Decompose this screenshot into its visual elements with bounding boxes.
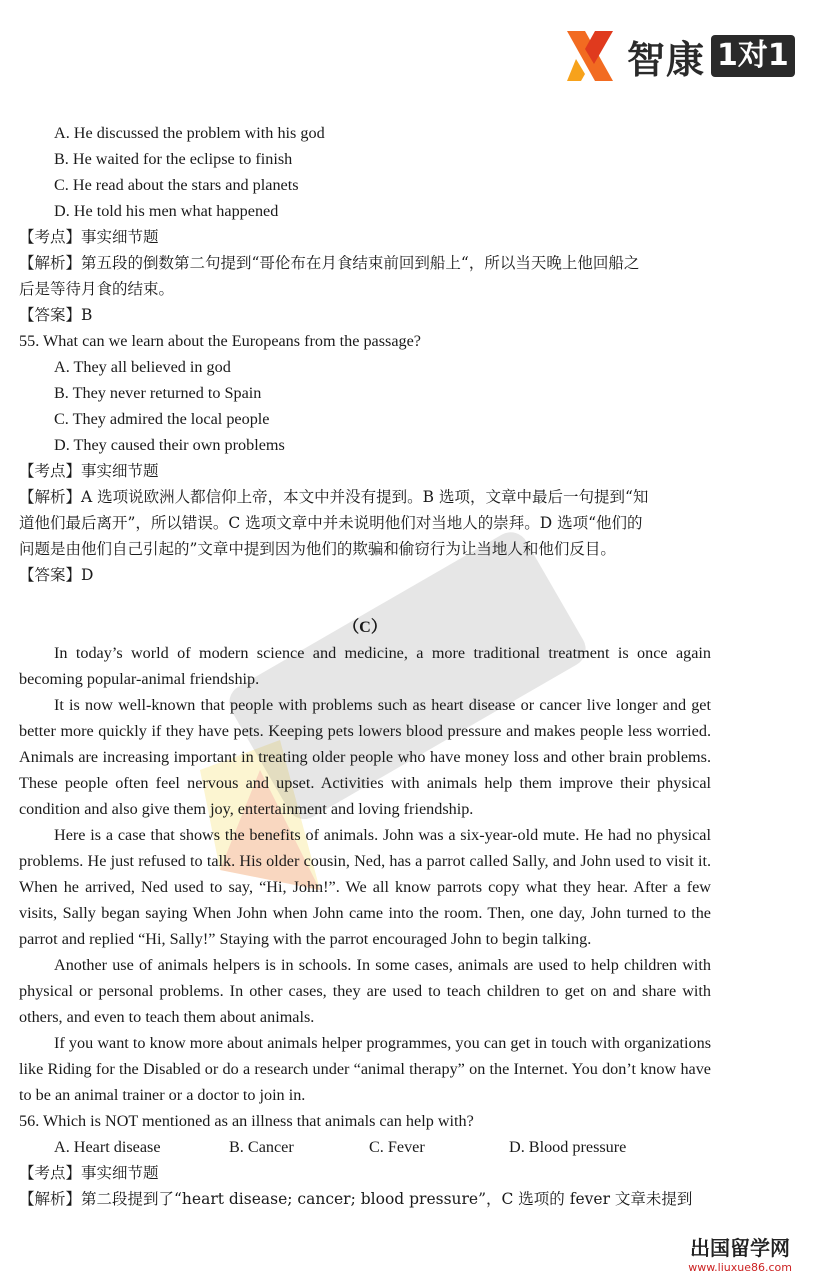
q56-jiexi-line1: 【解析】第二段提到了“heart disease; cancer; blood pressure”，C 选项的 fever 文章未提到 [19,1190,693,1208]
q55-jiexi-line1: 【解析】A 选项说欧洲人都信仰上帝，本文中并没有提到。B 选项，文章中最后一句提到“知 [19,488,649,506]
q54-jiexi-line1: 【解析】第五段的倒数第二句提到“哥伦布在月食结束前回到船上“，所以当天晚上他回船之 [19,254,640,272]
q55-jiexi-line3: 问题是由他们自己引起的”文章中提到因为他们的欺骗和偷窃行为让当地人和他们反目。 [19,540,616,558]
q56-stem: 56. Which is NOT mentioned as an illness that animals can help with? [19,1112,474,1130]
q56-option-d: D. Blood pressure [509,1138,627,1156]
passage-paragraph-2: It is now well-known that people with problems such as heart disease or cancer live longer and get better more quickly if they have pets. Keeping pets lowers blood pressure and makes people less worried. Animals are increasing important in treating older people who have money loss and other brain problems. These people often feel nervous and upset. Activities with animals help them improve their physical condition and also give them joy, entertainment and loving friendship. [19,696,711,818]
q55-kaodian: 【考点】事实细节题 [19,462,159,480]
footer-site-url: www.liuxue86.com [688,1261,792,1274]
q54-options [19,120,711,224]
footer-site-name: 出国留学网 [688,1232,792,1261]
q55-option-d: D. They caused their own problems [54,436,285,454]
q54-option-b: B. He waited for the eclipse to finish [54,150,293,168]
q54-jiexi-line2: 后是等待月食的结束。 [19,280,175,298]
q54-option-c: C. He read about the stars and planets [54,176,299,194]
q56-options [19,1134,711,1160]
q56-option-b: B. Cancer [229,1138,294,1156]
q55-stem: 55. What can we learn about the Europeans from the passage? [19,332,421,350]
q56-option-a: A. Heart disease [54,1138,161,1156]
q54-answer: 【答案】B [19,306,93,324]
brand-name: 智康 [627,37,706,82]
q54-kaodian: 【考点】事实细节题 [19,228,159,246]
q55-jiexi-line2: 道他们最后离开”，所以错误。C 选项文章中并未说明他们对当地人的崇拜。D 选项“他们的 [19,514,643,532]
document-body [19,120,711,1212]
passage-paragraph-4: Another use of animals helpers is in schools. In some cases, animals are used to help children with physical or personal problems. In other cases, they are used to teach children to get on and share with others, and even to teach them about animals. [19,956,711,1026]
passage-paragraph-3: Here is a case that shows the benefits of animals. John was a six-year-old mute. He had no physical problems. He just refused to talk. His older cousin, Ned, has a parrot called Sally, and John used to visit it. When he arrived, Ned used to say, “Hi, John!”. We all know parrots copy what they hear. After a few visits, Sally began saying When John when John came into the room. Then, one day, John turned to the parrot and replied “Hi, Sally!” Staying with the parrot encouraged John to begin talking. [19,826,711,948]
section-c-title: （C） [342,618,388,636]
q56-option-c: C. Fever [369,1138,425,1156]
brand-badge: 1对1 [711,35,795,77]
brand-x-logo-icon [563,29,617,83]
q55-option-a: A. They all believed in god [54,358,231,376]
passage-paragraph-1: In today’s world of modern science and medicine, a more traditional treatment is once again becoming popular-animal friendship. [19,644,711,688]
passage-paragraph-5: If you want to know more about animals helper programmes, you can get in touch with organizations like Riding for the Disabled or do a research under “animal therapy” on the Internet. You don’t know have to be an animal trainer or a doctor to join in. [19,1034,711,1104]
q54-option-d: D. He told his men what happened [54,202,279,220]
q54-option-a: A. He discussed the problem with his god [54,124,325,142]
footer-site-logo [688,1232,792,1274]
q55-option-c: C. They admired the local people [54,410,270,428]
q55-answer: 【答案】D [19,566,94,584]
brand-logo [563,28,795,84]
q56-kaodian: 【考点】事实细节题 [19,1164,159,1182]
q55-option-b: B. They never returned to Spain [54,384,262,402]
